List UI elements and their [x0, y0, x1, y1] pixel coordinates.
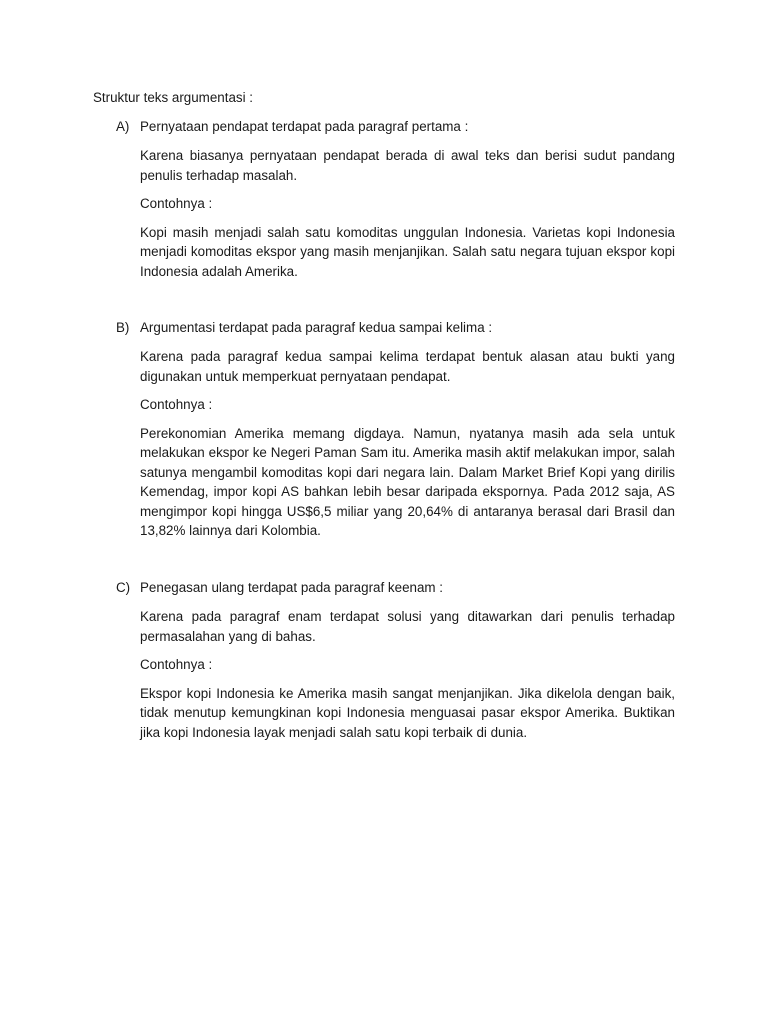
example-label: Contohnya : [140, 397, 213, 412]
section-heading [93, 117, 675, 137]
section-heading-text: Pernyataan pendapat terdapat pada paragraf pertama : [140, 119, 469, 134]
section-heading [93, 318, 675, 338]
list-marker: B) [116, 320, 130, 335]
section-heading [93, 578, 675, 598]
section-b [93, 318, 675, 541]
section-heading-text: Argumentasi terdapat pada paragraf kedua sampai kelima : [140, 320, 493, 335]
example-label: Contohnya : [140, 657, 213, 672]
section-c [93, 578, 675, 742]
example-label: Contohnya : [140, 196, 213, 211]
reason-paragraph: Karena pada paragraf enam terdapat solusi yang ditawarkan dari penulis terhadap permasalahan yang di bahas. [140, 609, 675, 644]
reason-paragraph: Karena pada paragraf kedua sampai kelima terdapat bentuk alasan atau bukti yang digunakan untuk memperkuat pernyataan pendapat. [140, 349, 675, 384]
example-paragraph: Kopi masih menjadi salah satu komoditas unggulan Indonesia. Varietas kopi Indonesia menjadi komoditas ekspor yang masih menjanjikan. Salah satu negara tujuan ekspor kopi Indonesia adalah Amerika. [140, 224, 675, 279]
document-title: Struktur teks argumentasi : [93, 90, 254, 105]
section-a [93, 117, 675, 281]
list-marker: A) [116, 119, 130, 134]
example-paragraph: Ekspor kopi Indonesia ke Amerika masih sangat menjanjikan. Jika dikelola dengan baik, tidak menutup kemungkinan kopi Indonesia menguasai pasar ekspor Amerika. Buktikan jika kopi Indonesia layak menjadi salah satu kopi terbaik di dunia. [140, 685, 675, 740]
reason-paragraph: Karena biasanya pernyataan pendapat berada di awal teks dan berisi sudut pandang penulis terhadap masalah. [140, 148, 675, 183]
section-heading-text: Penegasan ulang terdapat pada paragraf keenam : [140, 580, 444, 595]
example-paragraph: Perekonomian Amerika memang digdaya. Namun, nyatanya masih ada sela untuk melakukan ekspor ke Negeri Paman Sam itu. Amerika masih aktif melakukan impor, salah satunya mengambil komoditas kopi dari negara lain. Dalam Market Brief Kopi yang dirilis Kemendag, impor kopi AS bahkan lebih besar daripada ekspornya. Pada 2012 saja, AS mengimpor kopi hingga US$6,5 miliar yang 20,64% di antaranya berasal dari Brasil dan 13,82% lainnya dari Kolombia. [140, 425, 675, 538]
list-marker: C) [116, 580, 131, 595]
